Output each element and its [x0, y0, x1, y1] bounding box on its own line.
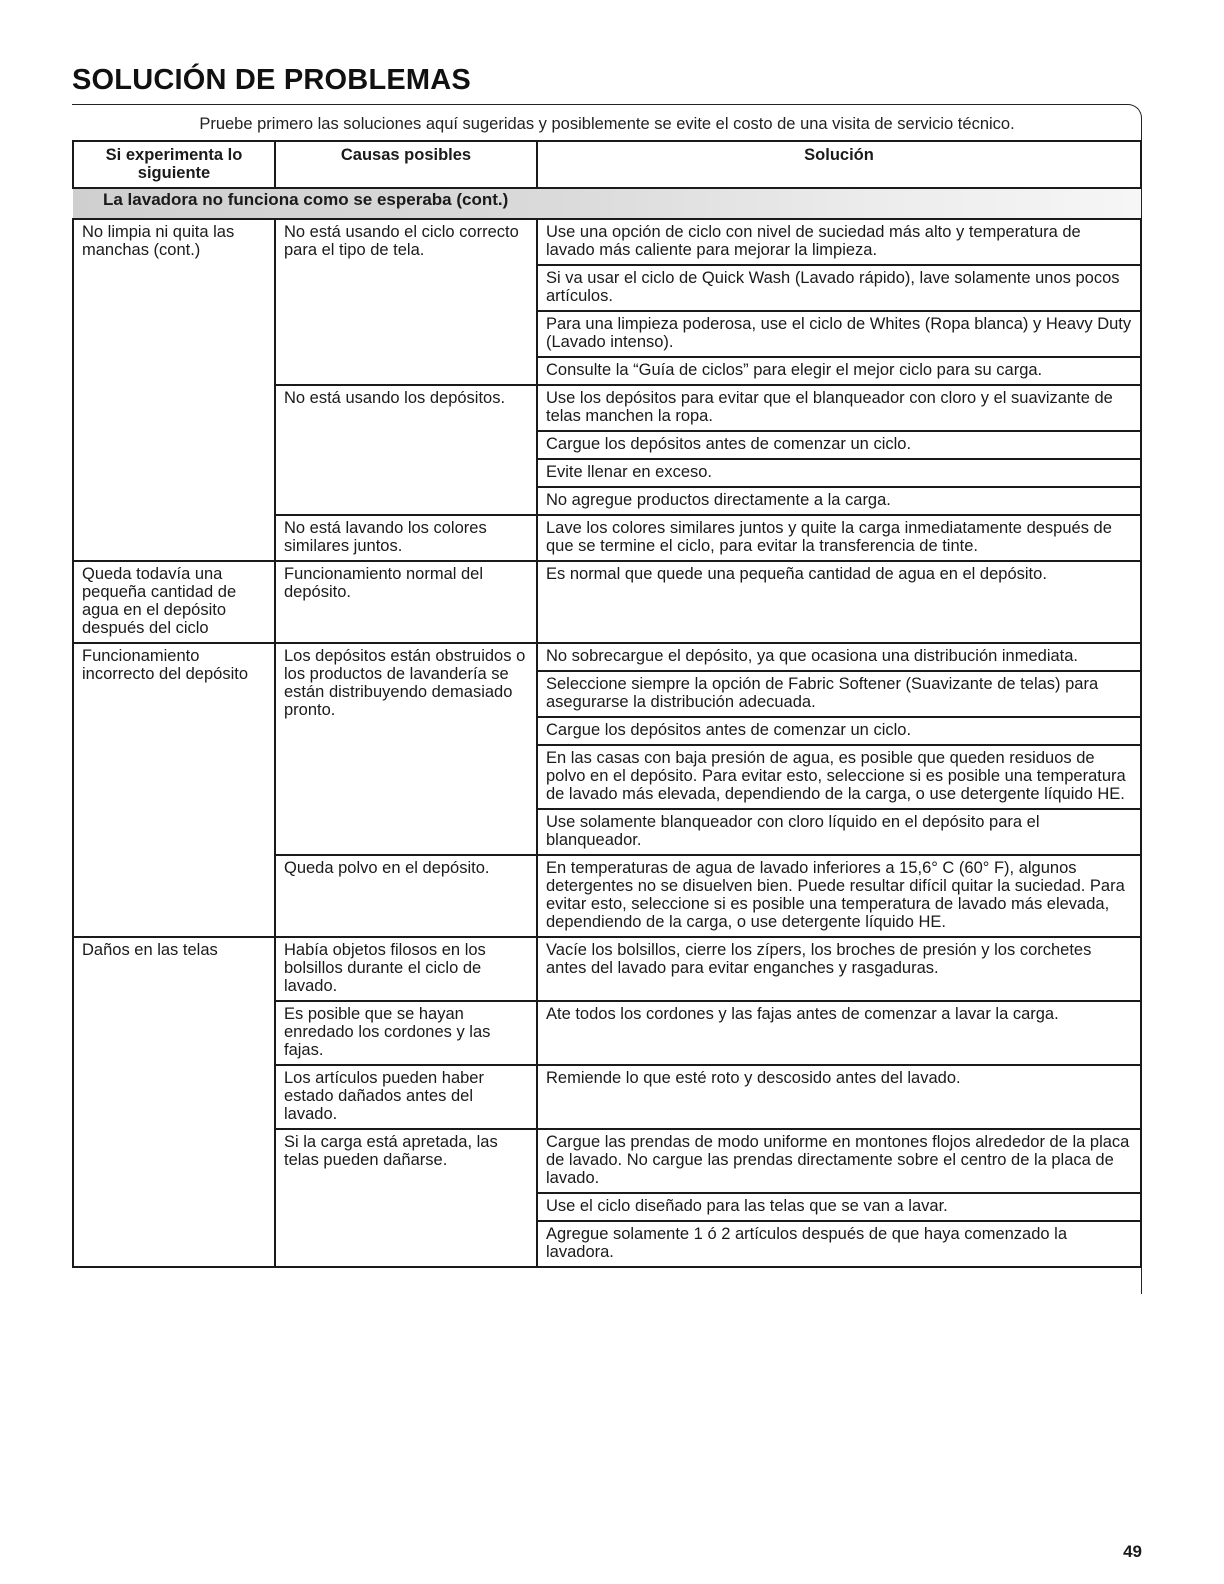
- cause-cell: No está usando el ciclo correcto para el tipo de tela.: [275, 219, 537, 385]
- cause-cell: No está lavando los colores similares juntos.: [275, 515, 537, 561]
- cause-cell: Funcionamiento normal del depósito.: [275, 561, 537, 643]
- section-heading-text: La lavadora no funciona como se esperaba (cont.): [103, 190, 509, 209]
- solution-cell: En temperaturas de agua de lavado inferiores a 15,6° C (60° F), algunos detergentes no se disuelven bien. Puede resultar difícil quitar la suciedad. Para evitar esto, seleccione si es posible una temperatura de lavado más elevada, dependiendo de la carga, o use detergente líquido HE.: [537, 855, 1141, 937]
- solution-cell: Vacíe los bolsillos, cierre los zípers, los broches de presión y los corchetes antes del lavado para evitar enganches y rasgaduras.: [537, 937, 1141, 1001]
- solution-cell: Si va usar el ciclo de Quick Wash (Lavado rápido), lave solamente unos pocos artículos.: [537, 265, 1141, 311]
- troubleshooting-table: [72, 140, 1142, 1268]
- cause-cell: Los artículos pueden haber estado dañados antes del lavado.: [275, 1065, 537, 1129]
- solution-cell: Evite llenar en exceso.: [537, 459, 1141, 487]
- solution-cell: Es normal que quede una pequeña cantidad de agua en el depósito.: [537, 561, 1141, 643]
- solution-cell: Cargue los depósitos antes de comenzar un ciclo.: [537, 717, 1141, 745]
- cause-cell: Los depósitos están obstruidos o los productos de lavandería se están distribuyendo demasiado pronto.: [275, 643, 537, 855]
- solution-cell: No sobrecargue el depósito, ya que ocasiona una distribución inmediata.: [537, 643, 1141, 671]
- column-header-solution: Solución: [537, 141, 1141, 188]
- table-row: [73, 937, 1141, 1001]
- solution-cell: Use una opción de ciclo con nivel de suciedad más alto y temperatura de lavado más caliente para mejorar la limpieza.: [537, 219, 1141, 265]
- cause-cell: Había objetos filosos en los bolsillos durante el ciclo de lavado.: [275, 937, 537, 1001]
- solution-cell: Consulte la “Guía de ciclos” para elegir el mejor ciclo para su carga.: [537, 357, 1141, 385]
- page-title: SOLUCIÓN DE PROBLEMAS: [72, 64, 471, 96]
- table-row: [73, 561, 1141, 643]
- solution-cell: Lave los colores similares juntos y quite la carga inmediatamente después de que se termine el ciclo, para evitar la transferencia de tinte.: [537, 515, 1141, 561]
- solution-cell: En las casas con baja presión de agua, es posible que queden residuos de polvo en el depósito. Para evitar esto, seleccione si es posible una temperatura de lavado más elevada, dependiendo de la carga, o use detergente líquido HE.: [537, 745, 1141, 809]
- solution-cell: Cargue los depósitos antes de comenzar un ciclo.: [537, 431, 1141, 459]
- solution-cell: Use el ciclo diseñado para las telas que se van a lavar.: [537, 1193, 1141, 1221]
- column-header-cause: Causas posibles: [275, 141, 537, 188]
- solution-cell: Cargue las prendas de modo uniforme en montones flojos alrededor de la placa de lavado. No cargue las prendas directamente sobre el centro de la placa de lavado.: [537, 1129, 1141, 1193]
- table-header-row: [73, 141, 1141, 188]
- section-heading: [73, 188, 1141, 219]
- symptom-cell: Queda todavía una pequeña cantidad de agua en el depósito después del ciclo: [73, 561, 275, 643]
- cause-cell: No está usando los depósitos.: [275, 385, 537, 515]
- cause-cell: Si la carga está apretada, las telas pueden dañarse.: [275, 1129, 537, 1267]
- symptom-cell: No limpia ni quita las manchas (cont.): [73, 219, 275, 561]
- solution-cell: Ate todos los cordones y las fajas antes de comenzar a lavar la carga.: [537, 1001, 1141, 1065]
- symptom-cell: Daños en las telas: [73, 937, 275, 1267]
- solution-cell: Para una limpieza poderosa, use el ciclo de Whites (Ropa blanca) y Heavy Duty (Lavado intenso).: [537, 311, 1141, 357]
- table-row: [73, 219, 1141, 265]
- column-header-symptom: Si experimenta lo siguiente: [73, 141, 275, 188]
- solution-cell: Seleccione siempre la opción de Fabric Softener (Suavizante de telas) para asegurarse la distribución adecuada.: [537, 671, 1141, 717]
- solution-cell: Agregue solamente 1 ó 2 artículos después de que haya comenzado la lavadora.: [537, 1221, 1141, 1267]
- intro-text: Pruebe primero las soluciones aquí sugeridas y posiblemente se evite el costo de una visita de servicio técnico.: [199, 115, 1015, 133]
- table-row: [73, 643, 1141, 671]
- cause-cell: Queda polvo en el depósito.: [275, 855, 537, 937]
- solution-cell: Use los depósitos para evitar que el blanqueador con cloro y el suavizante de telas manchen la ropa.: [537, 385, 1141, 431]
- section-row: [73, 188, 1141, 219]
- solution-cell: Use solamente blanqueador con cloro líquido en el depósito para el blanqueador.: [537, 809, 1141, 855]
- page-number: 49: [1123, 1542, 1142, 1561]
- solution-cell: No agregue productos directamente a la carga.: [537, 487, 1141, 515]
- cause-cell: Es posible que se hayan enredado los cordones y las fajas.: [275, 1001, 537, 1065]
- symptom-cell: Funcionamiento incorrecto del depósito: [73, 643, 275, 937]
- solution-cell: Remiende lo que esté roto y descosido antes del lavado.: [537, 1065, 1141, 1129]
